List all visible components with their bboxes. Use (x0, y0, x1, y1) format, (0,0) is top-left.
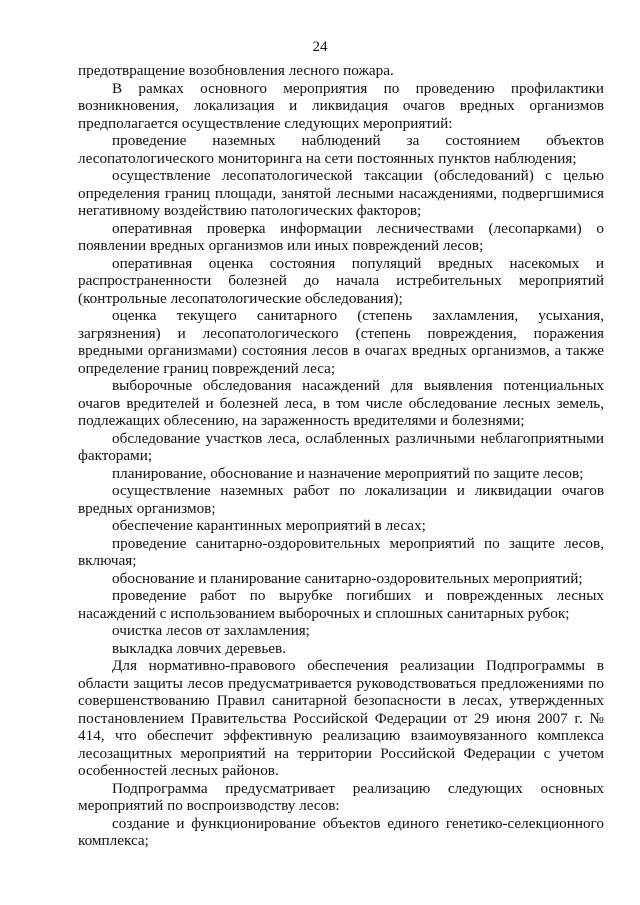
paragraph-11: осуществление наземных работ по локализации и ликвидации очагов вредных организмов; (78, 482, 604, 517)
paragraph-16: очистка лесов от захламления; (112, 622, 310, 639)
paragraph-15: проведение работ по вырубке погибших и поврежденных лесных насаждений с использованием выборочных и сплошных санитарных рубок; (78, 587, 604, 622)
paragraph-7: оценка текущего санитарного (степень захламления, усыхания, загрязнения) и лесопатологического (степень повреждения, поражения вредными организмами) состояния лесов в очагах вредных организмов, а также определение границ повреждений леса; (78, 307, 604, 377)
paragraph-1: предотвращение возобновления лесного пожара. (78, 62, 394, 79)
paragraph-3: проведение наземных наблюдений за состоянием объектов лесопатологического мониторинга на сети постоянных пунктов наблюдения; (78, 132, 604, 167)
paragraph-9: обследование участков леса, ослабленных различными неблагоприятными факторами; (78, 429, 604, 464)
paragraph-2: В рамках основного мероприятия по проведению профилактики возникновения, локализация и ликвидация очагов вредных организмов предполагается осуществление следующих мероприятий: (78, 79, 604, 132)
paragraph-18: Для нормативно-правового обеспечения реализации Подпрограммы в области защиты лесов предусматривается руководствоваться предложениями по совершенствованию Правил санитарной безопасности в лесах, утвержденных постановлением Правительства Российской Федерации от 29 июня 2007 г. № 414, что обеспечит эффективную реализацию взаимоувязанного комплекса лесозащитных мероприятий на территории Российской Федерации с учетом особенностей лесных районов. (78, 657, 604, 779)
paragraph-13: проведение санитарно-оздоровительных мероприятий по защите лесов, включая; (78, 534, 604, 569)
paragraph-14: обоснование и планирование санитарно-оздоровительных мероприятий; (112, 569, 583, 587)
paragraph-4: осуществление лесопатологической таксации (обследований) с целью определения границ площади, занятой лесными насаждениями, подвергшимися негативному воздействию патологических факторов; (78, 167, 604, 219)
paragraph-12: обеспечение карантинных мероприятий в лесах; (112, 517, 426, 534)
paragraph-19: Подпрограмма предусматривает реализацию следующих основных мероприятий по воспроизводству лесов: (78, 779, 604, 814)
paragraph-20: создание и функционирование объектов единого генетико-селекционного комплекса; (78, 814, 604, 849)
paragraph-8: выборочные обследования насаждений для выявления потенциальных очагов вредителей и болезней леса, в том числе обследование лесных земель, подлежащих облесению, на зараженность вредителями и болезнями; (78, 377, 604, 429)
paragraph-10: планирование, обоснование и назначение мероприятий по защите лесов; (112, 464, 584, 482)
body-text (78, 62, 604, 850)
paragraph-5: оперативная проверка информации лесничествами (лесопарками) о появлении вредных организмов или иных повреждений лесов; (78, 219, 604, 254)
page-number: 24 (312, 39, 328, 55)
paragraph-6: оперативная оценка состояния популяций вредных насекомых и распространенности болезней до начала истребительных мероприятий (контрольные лесопатологические обследования); (78, 254, 604, 307)
paragraph-17: выкладка ловчих деревьев. (112, 639, 287, 657)
